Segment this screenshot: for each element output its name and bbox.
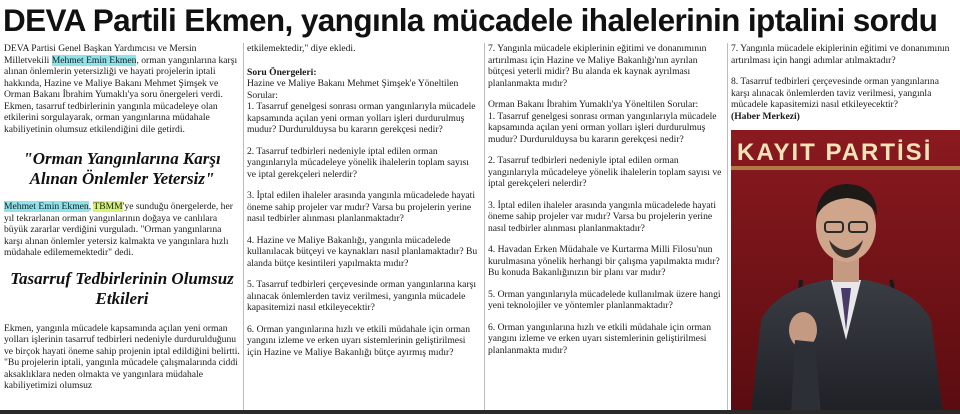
intro-paragraph: DEVA Partisi Genel Başkan Yardımcısı ve Mersin Milletvekili Mehmet Emin Ekmen, orman yangınlarına karşı alınan önlemlerin yetersizliği ve hayati projelerin iptali hakkında, Hazine ve Maliye Bakanı Mehmet Şimşek ve Orman Bakanı İbrahim Yumaklı'ya soru önergeleri verdi. Ekmen, tasarruf tedbirlerinin yangınla mücadeleye olan etkilerini sorgulayarak, orman yangınlarına müdahale kabiliyetinin olumsuz etkilendiğini dile getirdi. xyxy=(4,43,238,135)
paragraph-lead: etkilemektedir," diye ekledi. xyxy=(247,43,356,54)
question-item: 4. Havadan Erken Müdahale ve Kurtarma Milli Filosu'nun kurulmasına yönelik herhangi bir çalışma yapılmakta mıdır? Bu konuda Bakanlığınızın bir planı var mıdır? xyxy=(488,244,720,278)
question-item: 1. Tasarruf genelgesi sonrası orman yangınlarıyla mücadele kapsamında açılan yeni orman yolları işleri durdurulmuş mudur? Durdurulduysa bu kararın gerekçesi nedir? xyxy=(488,110,717,145)
pull-quote: "Orman Yangınlarına Karşı Alınan Önlemler Yetersiz" xyxy=(23,149,221,188)
question-item: 5. Orman yangınlarıyla mücadelede kullanılmak üzere hangi yeni teknolojiler ve yöntemler planlanmaktadır? xyxy=(488,288,721,311)
question-item: 4. Hazine ve Maliye Bakanlığı, yangınla mücadelede kullanılacak bütçeyi ve kaynakları nasıl planlamaktadır? Bu alanda bütçe kesintileri yapılmakta mıdır? xyxy=(247,234,478,269)
article-column-3 xyxy=(488,43,724,414)
column-rule xyxy=(727,43,728,411)
question-item: 2. Tasarruf tedbirleri nedeniyle iptal edilen orman yangınlarıyla mücadeleye yönelik ihalelerin toplam sayısı ve iptal gerekçeleri nelerdir? xyxy=(488,155,722,189)
person-name-highlight: Mehmet Emin Ekmen xyxy=(4,201,89,212)
column-rule xyxy=(243,43,244,411)
question-item: 8. Tasarruf tedbirleri çerçevesinde orman yangınlarına karşı alınacak önlemlerden taviz verilmesi, yangınla mücadele kapasitemizi nasıl etkileyecektir? xyxy=(731,76,939,110)
news-credit: (Haber Merkezi) xyxy=(731,110,800,122)
column-rule xyxy=(484,43,485,411)
headline: DEVA Partili Ekmen, yangınla mücadele ihalelerinin iptalini sordu xyxy=(3,2,938,38)
question-item: 6. Orman yangınlarına hızlı ve etkili müdahale için orman yangını izleme ve erken uyarı sistemlerinin geliştirilmesi planlanmakta mıdır? xyxy=(488,321,711,356)
article-column-1 xyxy=(4,43,240,414)
questions-label: Soru Önergeleri: xyxy=(247,66,317,78)
paragraph-3: Ekmen, yangınla mücadele kapsamında açılan yeni orman yolları işlerinin tasarruf tedbirleri nedeniyle durdurulduğunu ve birçok hayati öneme sahip projenin iptal edildiğini belirtti. "Bu projelerin iptali, yangınla mücadele çalışmalarında ciddi aksaklıklara neden olmakta ve yangınlara müdahale kabiliyetimizi olumsuz xyxy=(4,322,240,391)
article-column-2 xyxy=(247,43,479,414)
article-column-4 xyxy=(731,43,960,133)
question-item: 2. Tasarruf tedbirleri nedeniyle iptal edilen orman yangınlarıyla mücadeleye yönelik ihalelerin toplam sayısı ve iptal gerekçeleri nelerdir? xyxy=(247,145,469,180)
ministry-intro: Hazine ve Maliye Bakanı Mehmet Şimşek'e Yöneltilen Sorular: xyxy=(247,78,459,101)
question-item: 5. Tasarruf tedbirleri çerçevesinde orman yangınlarına karşı alınacak önlemlerden taviz verilmesi, yangınla mücadele kapasitemizi nasıl etkileyecektir? xyxy=(247,279,477,313)
question-item: 6. Orman yangınlarına hızlı ve etkili müdahale için orman yangını izleme ve erken uyarı sistemlerinin geliştirilmesi için Hazine ve Maliye Bakanlığı bütçe ayırmış mıdır? xyxy=(247,323,470,358)
backdrop-lettering: KAYIT PARTİSİ xyxy=(737,139,933,166)
bottom-strip xyxy=(0,410,960,414)
section-subhead: Tasarruf Tedbirlerinin Olumsuz Etkileri xyxy=(10,268,234,308)
paragraph-2: Mehmet Emin Ekmen, TBMM'ye sunduğu önergelerde, her yıl tekrarlanan orman yangınlarının doğaya ve canlılara büyük zararlar verdiğini vurguladı. "Orman yangınlarına karşı alınan önlemler yetersiz kalmakta ve yangınlara hızlı müdahale edilememektedir" dedi. xyxy=(4,201,233,258)
question-item: 3. İptal edilen ihaleler arasında yangınla mücadelede hayati öneme sahip projeler var mıdır? Varsa bu projelerin yerine nasıl tedbirler alınması planlanmaktadır? xyxy=(488,199,717,234)
tbmm-highlight: TBMM xyxy=(93,201,123,212)
question-item: 7. Yangınla mücadele ekiplerinin eğitimi ve donanımının artırılması için Hazine ve Maliye Bakanlığı'nın ayrılan bütçesi yeterli midir? Bu alanda ek kaynak ayrılması planlanmakta mıdır? xyxy=(488,43,707,89)
question-item: 7. Yangınla mücadele ekiplerinin eğitimi ve donanımının artırılması için hangi adımlar atılmaktadır? xyxy=(731,43,950,66)
photo-illustration xyxy=(731,130,960,414)
ministry-intro: Orman Bakanı İbrahim Yumaklı'ya Yöneltilen Sorular: xyxy=(488,99,699,110)
speaker-photo xyxy=(731,130,960,414)
question-item: 1. Tasarruf genelgesi sonrası orman yangınlarıyla mücadele kapsamında açılan yeni orman yolları işleri durdurulmuş mudur? Durdurulduysa bu kararın gerekçesi nedir? xyxy=(247,101,476,135)
question-item: 3. İptal edilen ihaleler arasında yangınla mücadelede hayati öneme sahip projeler var mıdır? Varsa bu projelerin yerine nasıl tedbirler alınması planlanmaktadır? xyxy=(247,190,476,224)
person-name-highlight: Mehmet Emin Ekmen xyxy=(51,54,137,66)
